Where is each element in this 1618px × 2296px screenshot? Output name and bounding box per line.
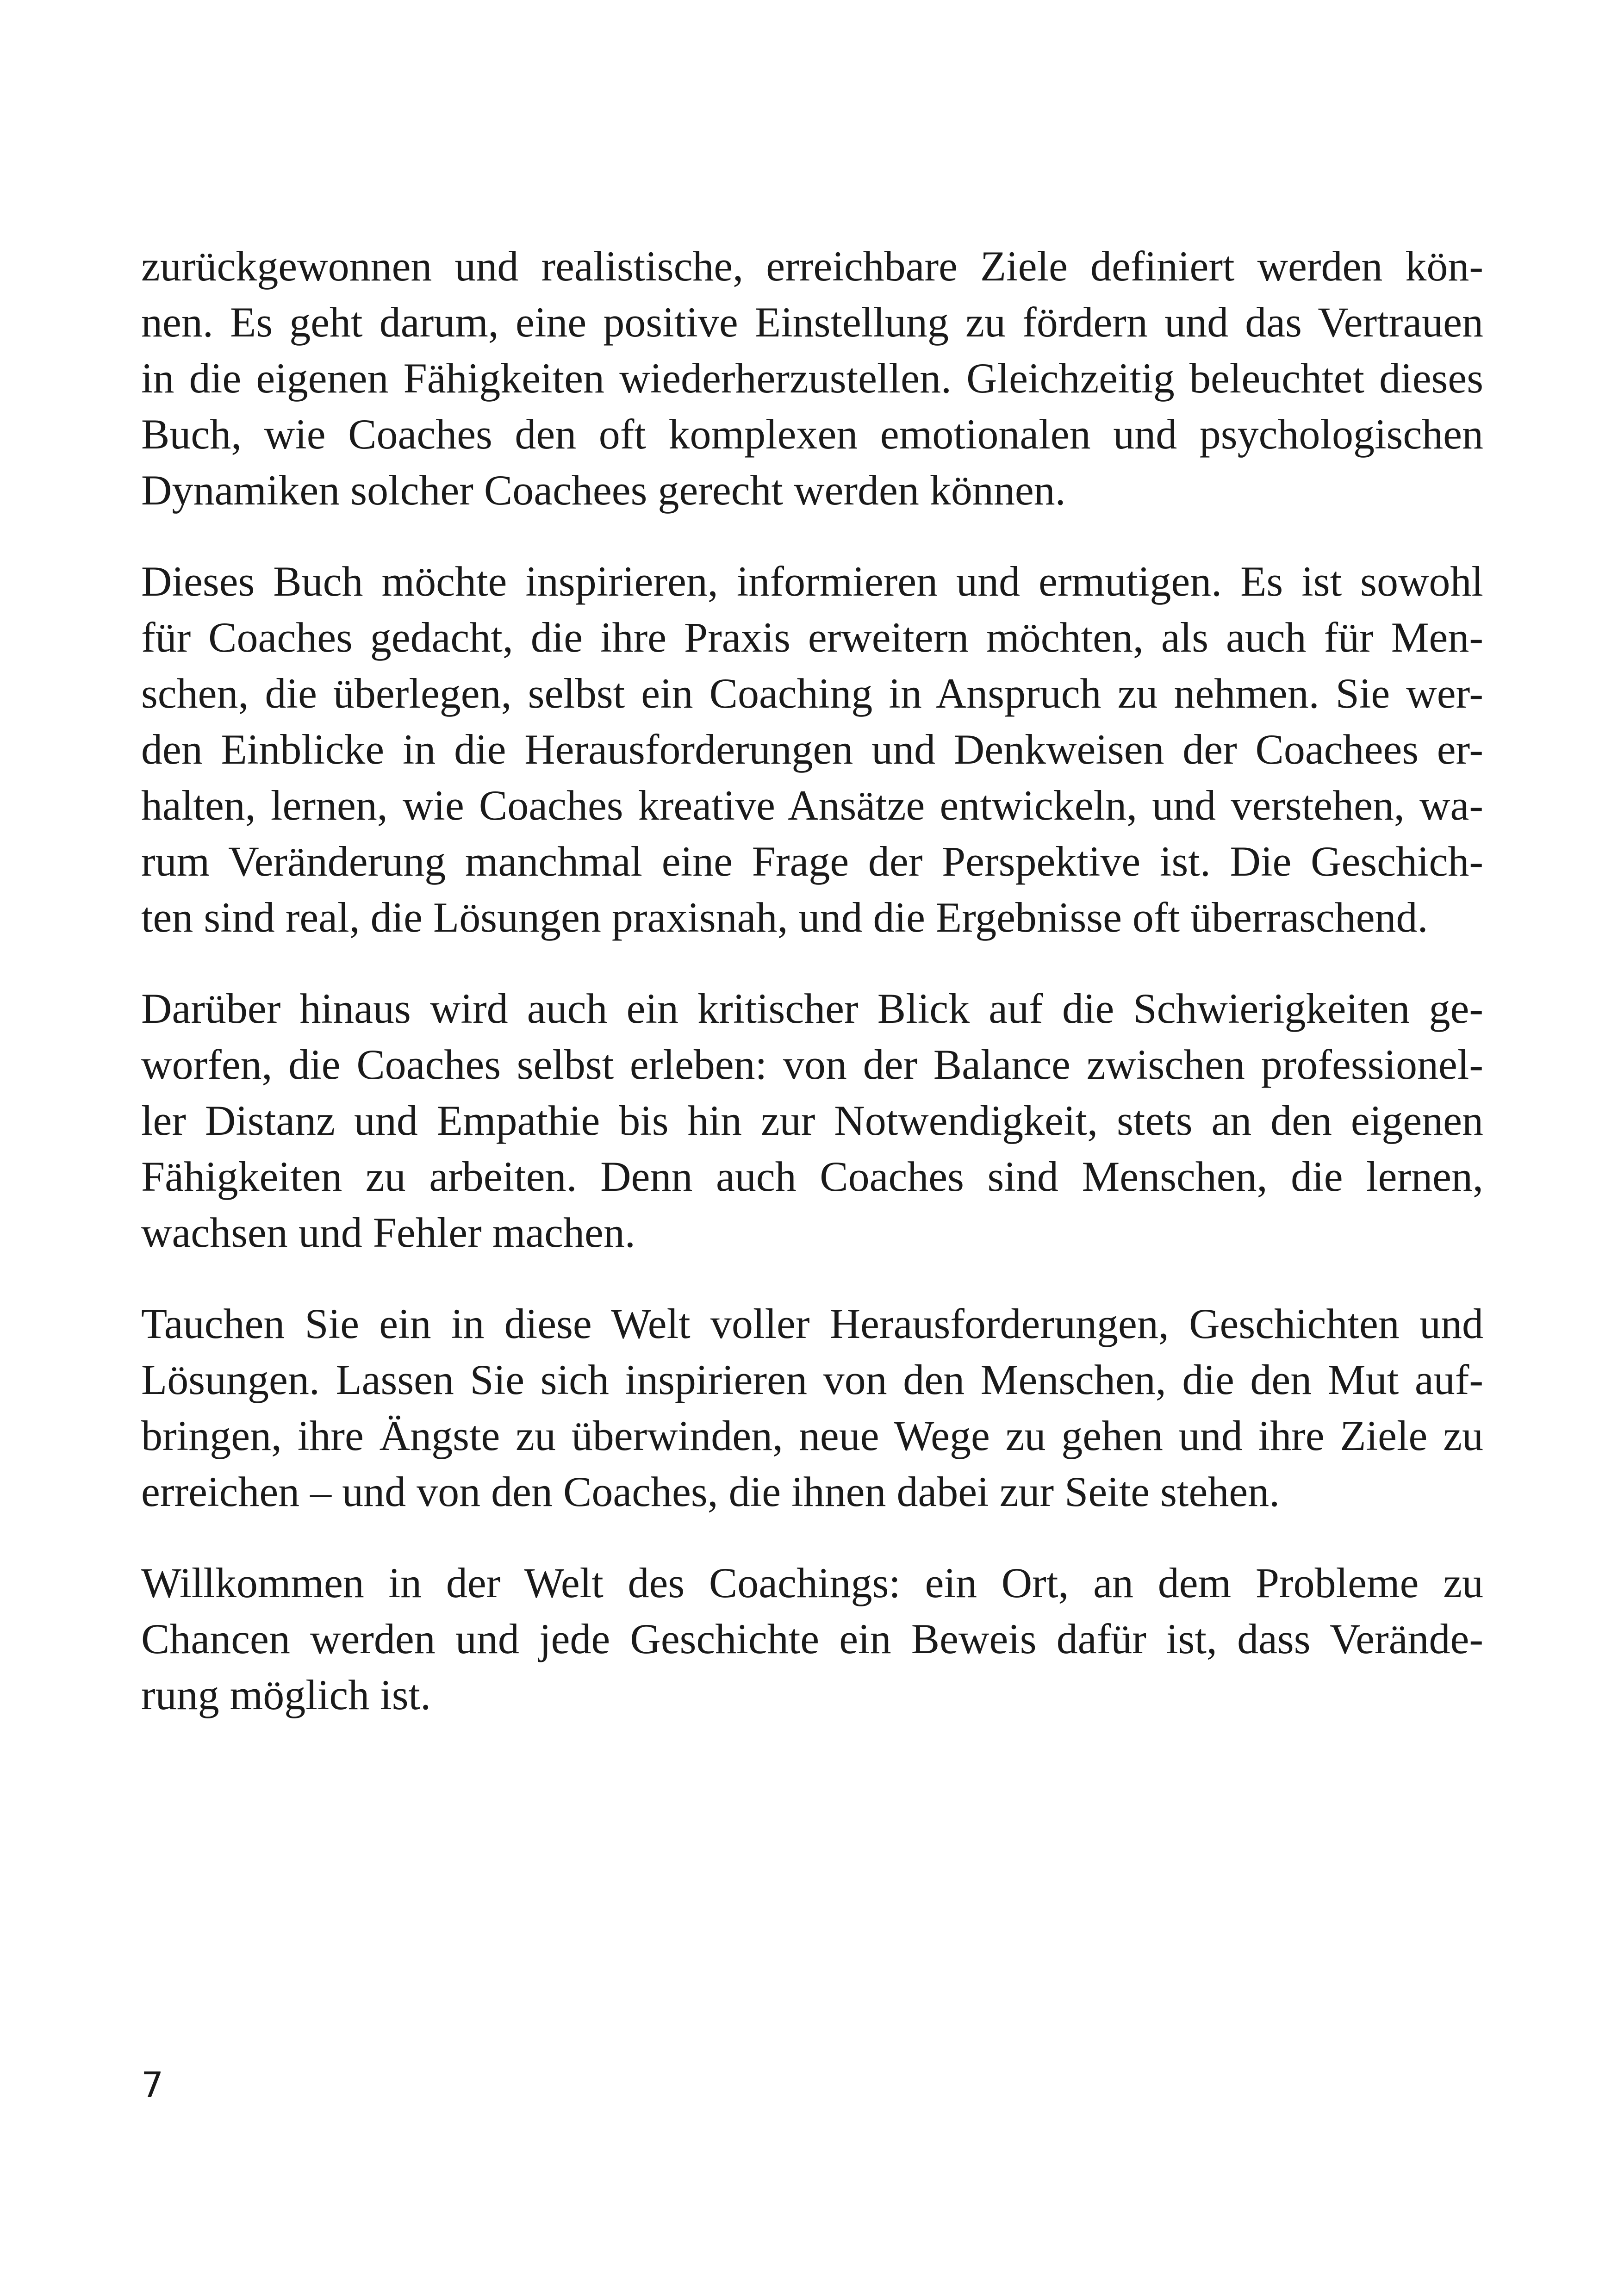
text-line: Dynamiken solcher Coachees gerecht werden können. [141, 467, 1066, 514]
text-line: Fähigkeiten zu arbeiten. Denn auch Coaches sind Menschen, die lernen, [141, 1153, 1483, 1200]
body-text [141, 238, 1483, 1758]
paragraph-2 [141, 554, 1483, 946]
text-line: den Einblicke in die Herausforderungen und Denkweisen der Coachees er- [141, 726, 1483, 773]
paragraph-5 [141, 1555, 1483, 1723]
paragraph-3 [141, 981, 1483, 1261]
text-line: für Coaches gedacht, die ihre Praxis erweitern möchten, als auch für Men- [141, 614, 1483, 661]
text-line: Chancen werden und jede Geschichte ein Beweis dafür ist, dass Verände- [141, 1615, 1483, 1662]
text-line: Darüber hinaus wird auch ein kritischer Blick auf die Schwierigkeiten ge- [141, 985, 1483, 1032]
text-line: zurückgewonnen und realistische, erreichbare Ziele definiert werden kön- [141, 243, 1483, 290]
page-number: 7 [141, 2064, 164, 2105]
text-line: rum Veränderung manchmal eine Frage der Perspektive ist. Die Geschich- [141, 838, 1483, 885]
text-line: ten sind real, die Lösungen praxisnah, und die Ergebnisse oft überraschend. [141, 894, 1428, 941]
text-line: erreichen – und von den Coaches, die ihnen dabei zur Seite stehen. [141, 1468, 1280, 1515]
text-line: Tauchen Sie ein in diese Welt voller Herausforderungen, Geschichten und [141, 1300, 1483, 1347]
text-line: schen, die überlegen, selbst ein Coaching in Anspruch zu nehmen. Sie wer- [141, 670, 1483, 717]
text-line: Buch, wie Coaches den oft komplexen emotionalen und psychologischen [141, 411, 1483, 458]
text-line: in die eigenen Fähigkeiten wiederherzustellen. Gleichzeitig beleuchtet dieses [141, 355, 1483, 402]
text-line: Dieses Buch möchte inspirieren, informieren und ermutigen. Es ist sowohl [141, 558, 1483, 605]
text-line: Lösungen. Lassen Sie sich inspirieren von den Menschen, die den Mut auf- [141, 1356, 1483, 1403]
text-line: rung möglich ist. [141, 1671, 431, 1718]
text-line: nen. Es geht darum, eine positive Einstellung zu fördern und das Vertrauen [141, 299, 1483, 346]
paragraph-1 [141, 238, 1483, 518]
text-line: wachsen und Fehler machen. [141, 1209, 635, 1256]
text-line: bringen, ihre Ängste zu überwinden, neue Wege zu gehen und ihre Ziele zu [141, 1412, 1483, 1459]
text-line: worfen, die Coaches selbst erleben: von der Balance zwischen professionel- [141, 1041, 1483, 1088]
text-line: halten, lernen, wie Coaches kreative Ansätze entwickeln, und verstehen, wa- [141, 782, 1483, 829]
text-line: Willkommen in der Welt des Coachings: ein Ort, an dem Probleme zu [141, 1559, 1483, 1606]
text-line: ler Distanz und Empathie bis hin zur Notwendigkeit, stets an den eigenen [141, 1097, 1483, 1144]
paragraph-4 [141, 1296, 1483, 1520]
